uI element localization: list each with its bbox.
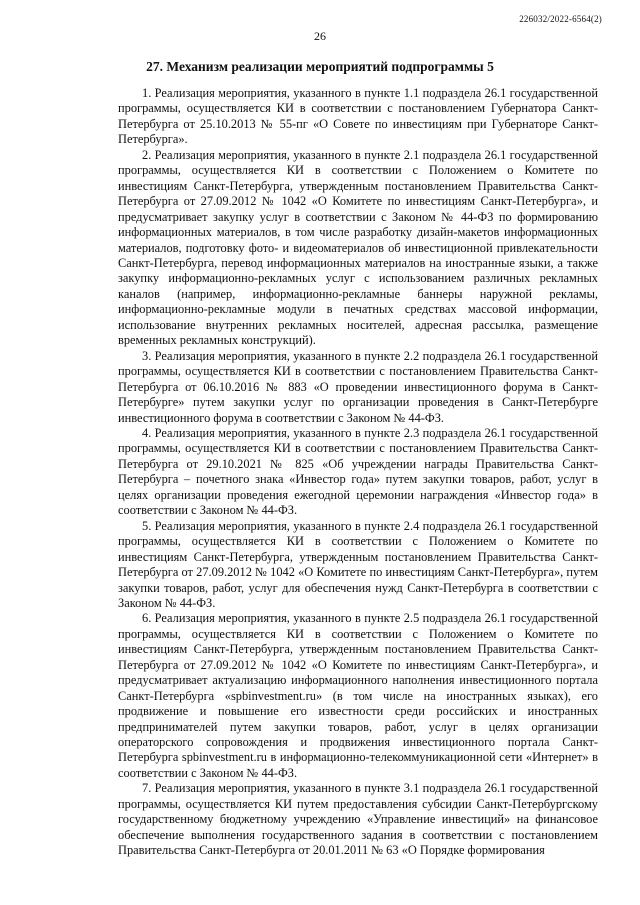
page-number: 26 <box>314 29 326 43</box>
paragraph-3: 3. Реализация мероприятия, указанного в пункте 2.2 подраздела 26.1 государственной программы, осуществляется КИ в соответствии с постановлением Правительства Санкт-Петербурга от 06.10.2016 № 883 «О проведении инвестиционного форума в Санкт-Петербурге» путем закупки услуг по организации проведения в Санкт-Петербурге инвестиционного форума в соответствии с Законом № 44-ФЗ. <box>118 348 598 425</box>
paragraph-1: 1. Реализация мероприятия, указанного в пункте 1.1 подраздела 26.1 государственной программы, осуществляется КИ в соответствии с постановлением Губернатора Санкт-Петербурга от 25.10.2013 № 55-пг «О Совете по инвестициям при Губернаторе Санкт-Петербурга». <box>118 86 598 147</box>
paragraph-2: 2. Реализация мероприятия, указанного в пункте 2.1 подраздела 26.1 государственной программы, осуществляется КИ в соответствии с Положением о Комитете по инвестициям Санкт-Петербурга, утвержденным постановлением Правительства Санкт-Петербурга от 27.09.2012 № 1042 «О Комитете по инвестициям Санкт-Петербурга», и предусматривает закупку услуг в соответствии с Законом № 44-ФЗ по формированию информационных материалов, в том числе разработку дизайн-макетов информационных материалов, подготовку фото- и видеоматериалов об инвестиционной привлекательности Санкт-Петербурга, перевод информационных материалов на иностранные языки, а также закупку информационно-рекламных услуг с использованием различных рекламных каналов (например, информационно-рекламные баннеры наружной рекламы, информационно-рекламные модули в печатных средствах массовой информации, использование внутренних рекламных носителей, адресная рассылка, размещение временных рекламных конструкций). <box>118 147 598 348</box>
paragraph-7: 7. Реализация мероприятия, указанного в пункте 3.1 подраздела 26.1 государственной программы, осуществляется КИ путем предоставления субсидии Санкт-Петербургскому государственному бюджетному учреждению «Управление инвестиций» на финансовое обеспечение выполнения государственного задания в соответствии с постановлением Правительства Санкт-Петербурга от 20.01.2011 № 63 «О Порядке формирования <box>118 781 598 858</box>
document-registration-number: 226032/2022-6564(2) <box>519 14 602 24</box>
paragraph-6: 6. Реализация мероприятия, указанного в пункте 2.5 подраздела 26.1 государственной программы, осуществляется КИ в соответствии с Положением о Комитете по инвестициям Санкт-Петербурга, утвержденным постановлением Правительства Санкт-Петербурга от 27.09.2012 № 1042 «О Комитете по инвестициям Санкт-Петербурга», и предусматривает актуализацию информационного наполнения инвестиционного портала Санкт-Петербурга «spbinvestment.ru» (в том числе на иностранных языках), его продвижение и повышение его известности среди российских и иностранных предпринимателей путем закупки товаров, работ, услуг в целях организации операторского сопровождения и продвижения инвестиционного портала Санкт-Петербурга spbinvestment.ru в информационно-телекоммуникационной сети «Интернет» в соответствии с Законом № 44-ФЗ. <box>118 611 598 780</box>
paragraph-5: 5. Реализация мероприятия, указанного в пункте 2.4 подраздела 26.1 государственной программы, осуществляется КИ в соответствии с Положением о Комитете по инвестициям Санкт-Петербурга, утвержденным постановлением Правительства Санкт-Петербурга от 27.09.2012 № 1042 «О Комитете по инвестициям Санкт-Петербурга», путем закупки товаров, работ, услуг для обеспечения нужд Санкт-Петербурга в соответствии с Законом № 44-ФЗ. <box>118 518 598 610</box>
document-body <box>118 86 598 859</box>
section-title: 27. Механизм реализации мероприятий подпрограммы 5 <box>146 59 494 74</box>
paragraph-4: 4. Реализация мероприятия, указанного в пункте 2.3 подраздела 26.1 государственной программы, осуществляется КИ в соответствии с постановлением Правительства Санкт-Петербурга от 29.10.2021 № 825 «Об учреждении награды Правительства Санкт-Петербурга – почетного знака «Инвестор года» путем закупки товаров, работ, услуг в целях организации проведения ежегодной церемонии награждения «Инвестор года» в соответствии с Законом № 44-ФЗ. <box>118 425 598 518</box>
